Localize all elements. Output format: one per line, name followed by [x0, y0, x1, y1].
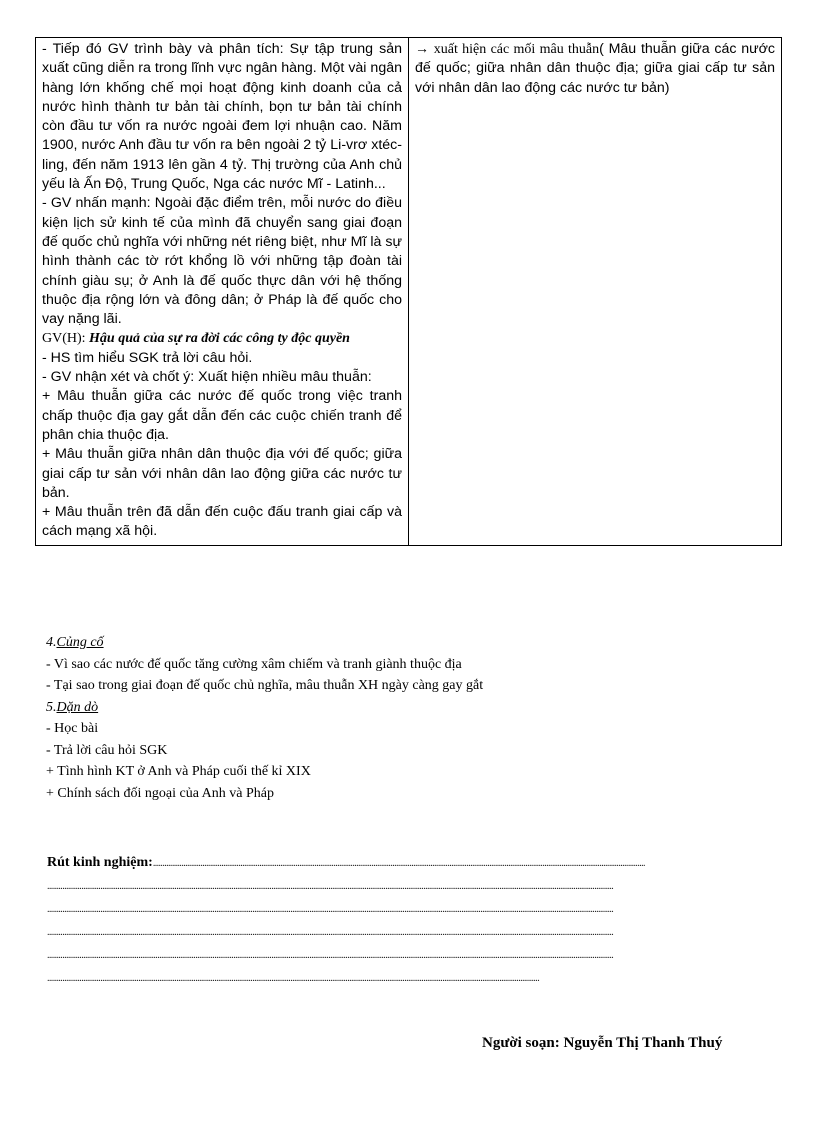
experience-line	[47, 878, 769, 901]
arrow-icon: →	[415, 42, 429, 57]
consolidation-number: 4.	[46, 635, 57, 650]
paragraph-conflict-1: + Mâu thuẫn giữa các nước đế quốc trong việc tranh chấp thuộc địa gay gắt dẫn đến các cuộc chiến tranh để phân chia thuộc địa.	[42, 388, 402, 443]
homework-item: - Học bài	[46, 721, 99, 736]
homework-title: Dặn dò	[56, 699, 99, 715]
consolidation-title: Củng cố	[56, 635, 104, 650]
experience-line	[47, 970, 769, 993]
dotted-fill: ..........................................................................................................................................................................................................................................................................................................	[47, 904, 614, 915]
question-prefix: GV(H):	[42, 331, 86, 347]
experience-line	[47, 901, 769, 924]
homework-item: - Trả lời câu hỏi SGK	[46, 742, 168, 758]
teacher-activity-cell	[36, 38, 409, 546]
conflict-summary	[415, 40, 775, 98]
table-row	[36, 38, 782, 546]
paragraph-gv-conclusion: - GV nhận xét và chốt ý: Xuất hiện nhiều mâu thuẫn:	[42, 369, 372, 386]
paragraph-conflict-2: + Mâu thuẫn giữa nhân dân thuộc địa với đế quốc; giữa giai cấp tư sản với nhân dân lao động giữa các nước tư bản.	[42, 446, 402, 501]
consolidation-heading	[46, 632, 766, 654]
paragraph-hs-answer: - HS tìm hiểu SGK trả lời câu hỏi.	[42, 349, 253, 366]
consolidation-item: - Vì sao các nước đế quốc tăng cường xâm chiếm và tranh giành thuộc địa	[46, 656, 462, 672]
paragraph-emphasis: - GV nhấn mạnh: Ngoài đặc điểm trên, mỗi nước do điều kiện lịch sử kinh tế của mình đã chuyển sang giai đoạn đế quốc chủ nghĩa với những nét riêng biệt, như Mĩ là sự hình thành các tờ rớt khổng lồ với những tập đoàn tài chính giàu sụ; ở Anh là đế quốc thực dân với hệ thống thuộc địa rộng lớn và đông dân; ở Pháp là đế quốc cho vay nặng lãi.	[42, 195, 402, 328]
summary-lead: xuất hiện các mối mâu thuẫn	[433, 42, 600, 57]
experience-line	[47, 947, 769, 970]
experience-line	[47, 924, 769, 947]
question-text: Hậu quả của sự ra đời các công ty độc quyền	[89, 331, 350, 347]
author-label: Người soạn:	[482, 1035, 560, 1051]
homework-item: + Chính sách đối ngoại của Anh và Pháp	[46, 785, 274, 801]
dotted-fill: ..........................................................................................................................................................................................................................................................................................................	[47, 950, 614, 961]
experience-section	[47, 855, 769, 993]
homework-item: + Tình hình KT ở Anh và Pháp cuối thế kỉ XIX	[46, 764, 311, 779]
knowledge-cell	[409, 38, 782, 546]
dotted-fill: ..........................................................................................................................................................................................................................................................................................................	[47, 881, 614, 892]
summary-rest: ( Mâu thuẫn giữa các nước đế quốc; giữa nhân dân thuộc địa; giữa giai cấp tư sản với nhân dân lao động các nước tư bản)	[415, 41, 775, 96]
author-name: Nguyễn Thị Thanh Thuý	[563, 1035, 723, 1051]
lesson-table	[35, 37, 782, 546]
paragraph-conflict-3: + Mâu thuẫn trên đã dẫn đến cuộc đấu tranh giai cấp và cách mạng xã hội.	[42, 504, 402, 540]
homework-heading	[46, 697, 766, 719]
consolidation-section	[46, 632, 766, 804]
homework-number: 5.	[46, 699, 57, 715]
author-signature	[482, 1035, 782, 1052]
consolidation-item: - Tại sao trong giai đoạn đế quốc chủ nghĩa, mâu thuẫn XH ngày càng gay gắt	[46, 678, 484, 693]
experience-line	[47, 855, 769, 878]
experience-label: Rút kinh nghiệm:	[47, 855, 153, 870]
paragraph-banking: - Tiếp đó GV trình bày và phân tích: Sự tập trung sản xuất cũng diễn ra trong lĩnh vực ngân hàng. Một vài ngân hàng lớn khống chế mọi hoạt động kinh doanh của cả nước hình thành tư bản tài chính, bọn tư bản tài chính còn đầu tư vốn ra nước ngoài đem lợi nhuận cao. Năm 1900, nước Anh đầu tư vốn ra bên ngoài 2 tỷ Li-vrơ xtéc-ling, đến năm 1913 lên gần 4 tỷ. Thị trường của Anh chủ yếu là Ấn Độ, Trung Quốc, Nga các nước Mĩ - Latinh...	[42, 41, 402, 193]
dotted-fill: ...................................................................................................................................................................................................................................................................	[47, 973, 540, 984]
teacher-question	[42, 329, 402, 348]
dotted-fill: ...................................................................................................................................................................................................................................................................	[152, 858, 645, 869]
dotted-fill: ..........................................................................................................................................................................................................................................................................................................	[47, 927, 614, 938]
